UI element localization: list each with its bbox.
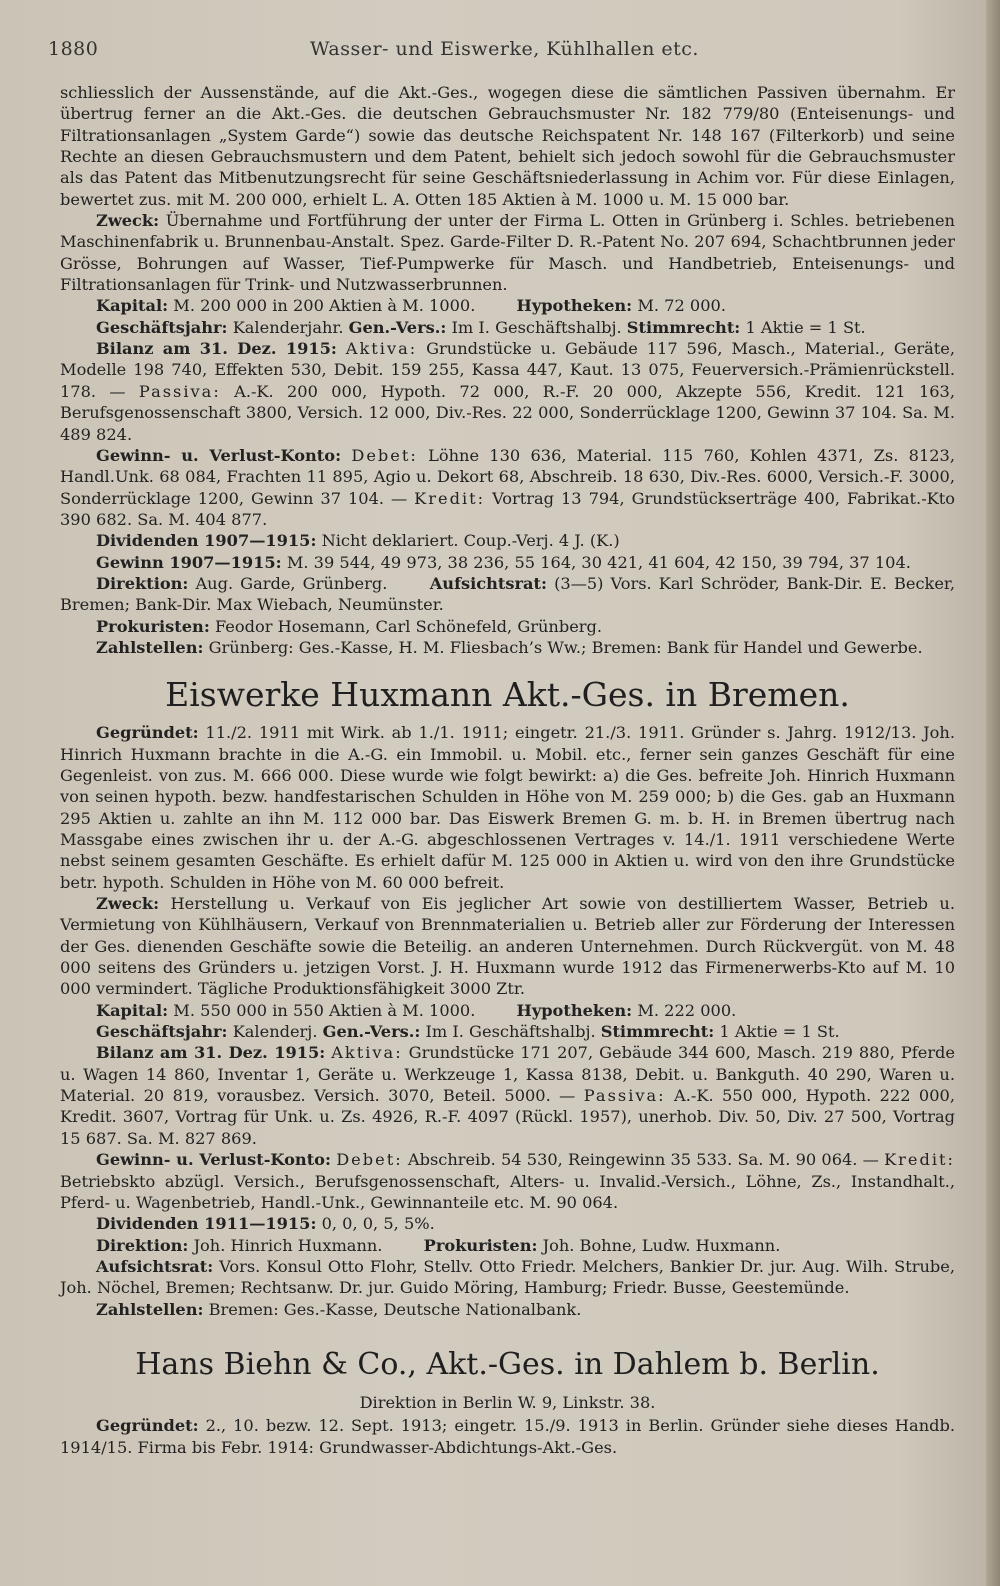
- huxmann-guv-label: Gewinn- u. Verlust-Konto:: [96, 1150, 331, 1170]
- otten-zahl-text: Grünberg: Ges.-Kasse, H. M. Fliesbach’s Ww.; Bremen: Bank für Handel und Gewerbe.: [208, 637, 923, 657]
- otten-ar-label: Aufsichtsrat:: [429, 573, 547, 593]
- huxmann-gv-label: Gen.-Vers.:: [322, 1022, 421, 1042]
- huxmann-gegr-label: Gegründet:: [96, 723, 199, 743]
- otten-dir-label: Direktion:: [96, 573, 189, 593]
- otten-ar-text: (3—5) Vors. Karl Schröder, Bank-Dir. E. Becker, Bremen; Bank-Dir. Max Wiebach, Neumünster.: [60, 573, 956, 615]
- otten-bilanz: [60, 338, 955, 445]
- huxmann-zahl-text: Bremen: Ges.-Kasse, Deutsche Nationalbank.: [208, 1299, 582, 1319]
- huxmann-gegruendet: [60, 722, 955, 893]
- otten-gj-label: Geschäftsjahr:: [96, 317, 228, 337]
- otten-prok-label: Prokuristen:: [96, 616, 210, 636]
- biehn-gegr-label: Gegründet:: [96, 1416, 199, 1436]
- huxmann-ar-label: Aufsichtsrat:: [96, 1256, 214, 1276]
- otten-gj-text: Kalenderjahr.: [232, 317, 344, 337]
- huxmann-kapital: [60, 1000, 955, 1021]
- otten-prok-text: Feodor Hosemann, Carl Schönefeld, Grünberg.: [214, 616, 603, 636]
- otten-gj: [60, 317, 955, 338]
- huxmann-dir-text: Joh. Hinrich Huxmann.: [193, 1235, 383, 1255]
- otten-gewinn: [60, 552, 955, 573]
- huxmann-aufsichtsrat: [60, 1256, 955, 1299]
- entry-otten: [60, 82, 955, 658]
- entry-huxmann: [60, 676, 955, 1320]
- otten-zweck-text: Übernahme und Fortführung der unter der Firma L. Otten in Grünberg i. Schles. betriebenen Maschinenfabrik u. Brunnenbau-Anstalt. Spez. Garde-Filter D. R.-Patent No. 207 694, Schachtbrunnen jeder Grösse, Bohrungen auf Wasser, Tief-Pumpwerke für Masch. und Handbetrieb, Enteisenungs- und Filtrationsanlagen für Trink- und Nutzwasserbrunnen.: [60, 211, 955, 295]
- page-edge: [986, 0, 1000, 1586]
- huxmann-dir-label: Direktion:: [96, 1235, 189, 1255]
- huxmann-aktiva-label: Aktiva:: [331, 1043, 403, 1063]
- huxmann-gv-text: Im I. Geschäftshalbj.: [425, 1022, 596, 1042]
- huxmann-kredit-text: Betriebskto abzügl. Versich., Berufsgenossenschaft, Alters- u. Invalid.-Versich., Löhne, Zs., Instandhalt., Pferd- u. Wagenbetrieb, Handl.-Unk., Gewinnanteile etc. M. 90 064.: [60, 1171, 955, 1212]
- otten-div-text: Nicht deklariert. Coup.-Verj. 4 J. (K.): [321, 531, 620, 551]
- otten-zahlstellen: [60, 637, 955, 658]
- huxmann-gj: [60, 1021, 955, 1042]
- huxmann-debet-label: Debet:: [336, 1150, 403, 1170]
- otten-debet-label: Debet:: [351, 445, 418, 465]
- biehn-heading: Hans Biehn & Co., Akt.-Ges. in Dahlem b. Berlin.: [135, 1346, 880, 1382]
- otten-kapital: [60, 295, 955, 316]
- huxmann-zahl-label: Zahlstellen:: [96, 1299, 204, 1319]
- otten-gv-text: Im I. Geschäftshalbj.: [451, 317, 622, 337]
- page-body: [60, 82, 955, 1458]
- otten-gewinn-text: M. 39 544, 49 973, 38 236, 55 164, 30 421, 41 604, 42 150, 39 794, 37 104.: [286, 552, 911, 572]
- huxmann-hypo-text: M. 222 000.: [637, 1000, 737, 1020]
- otten-hypo-text: M. 72 000.: [637, 296, 726, 316]
- huxmann-hypo-label: Hypotheken:: [516, 1000, 633, 1020]
- huxmann-debet-text: Abschreib. 54 530, Reingewinn 35 533. Sa. M. 90 064. —: [407, 1150, 879, 1170]
- otten-prokuristen: [60, 616, 955, 637]
- otten-kapital-label: Kapital:: [96, 296, 169, 316]
- biehn-subheading: Direktion in Berlin W. 9, Linkstr. 38.: [359, 1392, 656, 1412]
- otten-intro: schliesslich der Aussenstände, auf die Akt.-Ges., wogegen diese die sämtlichen Passiven übernahm. Er übertrug ferner an die Akt.-Ges. die deutschen Gebrauchsmuster Nr. 182 779/80 (Enteisenungs- und Filtrationsanlagen „System Garde“) sowie das deutsche Reichspatent Nr. 148 167 (Filterkorb) und seine Rechte an diesen Gebrauchsmustern und dem Patent, behielt sich jedoch sowohl für die Gebrauchsmuster als das Patent das Mitbenutzungsrecht für seine Geschäftsniederlassung in Achim vor. Für diese Einlagen, bewertet zus. mit M. 200 000, erhielt L. A. Otten 185 Aktien à M. 1000 u. M. 15 000 bar.: [60, 83, 955, 209]
- huxmann-bilanz-label: Bilanz am 31. Dez. 1915:: [96, 1043, 326, 1063]
- huxmann-prok-text: Joh. Bohne, Ludw. Huxmann.: [542, 1235, 781, 1255]
- huxmann-ar-text: Vors. Konsul Otto Flohr, Stellv. Otto Friedr. Melchers, Bankier Dr. jur. Aug. Wilh. Strube, Joh. Nöchel, Bremen; Rechtsanw. Dr. jur. Guido Möring, Hamburg; Friedr. Busse, Geestemünde.: [60, 1256, 955, 1298]
- otten-aktiva-label: Aktiva:: [345, 339, 418, 359]
- otten-div-label: Dividenden 1907—1915:: [96, 531, 317, 551]
- otten-direktion: [60, 573, 955, 616]
- huxmann-kapital-text: M. 550 000 in 550 Aktien à M. 1000.: [173, 1000, 476, 1020]
- otten-stimm-label: Stimmrecht:: [626, 317, 741, 337]
- otten-dir-text: Aug. Garde, Grünberg.: [195, 573, 388, 593]
- otten-bilanz-label: Bilanz am 31. Dez. 1915:: [96, 339, 337, 359]
- otten-kapital-text: M. 200 000 in 200 Aktien à M. 1000.: [173, 296, 476, 316]
- huxmann-zahlstellen: [60, 1299, 955, 1320]
- huxmann-stimm-text: 1 Aktie = 1 St.: [719, 1022, 840, 1042]
- huxmann-gj-text: Kalenderj.: [232, 1022, 318, 1042]
- huxmann-kapital-label: Kapital:: [96, 1000, 169, 1020]
- biehn-gegruendet: [60, 1415, 955, 1458]
- huxmann-dividenden: [60, 1213, 955, 1234]
- otten-gv-label: Gen.-Vers.:: [348, 317, 447, 337]
- huxmann-guv: [60, 1149, 955, 1213]
- otten-hypo-label: Hypotheken:: [516, 296, 633, 316]
- running-title: Wasser- und Eiswerke, Kühlhallen etc.: [310, 38, 699, 60]
- otten-kredit-label: Kredit:: [414, 488, 486, 508]
- huxmann-div-text: 0, 0, 0, 5, 5%.: [321, 1214, 435, 1234]
- huxmann-zweck-label: Zweck:: [96, 894, 160, 914]
- otten-guv: [60, 445, 955, 530]
- otten-dividenden: [60, 530, 955, 551]
- huxmann-kredit-label: Kredit:: [884, 1150, 956, 1170]
- otten-stimm-text: 1 Aktie = 1 St.: [745, 317, 866, 337]
- otten-passiva-text: A.-K. 200 000, Hypoth. 72 000, R.-F. 20 000, Akzepte 556, Kredit. 121 163, Berufsgenossenschaft 3800, Versich. 12 000, Div.-Res. 22 000, Sonderrücklage 1200, Gewinn 37 104. Sa. M. 489 824.: [60, 381, 955, 444]
- huxmann-direktion: [60, 1235, 955, 1256]
- huxmann-gegr-text: 11./2. 1911 mit Wirk. ab 1./1. 1911; eingetr. 21./3. 1911. Gründer s. Jahrg. 1912/13. Joh. Hinrich Huxmann brachte in die A.-G. ein Immobil. u. Mobil. etc., ferner sein ganzes Geschäft für eine Gegenleist. von zus. M. 666 000. Diese wurde wie folgt bewirkt: a) die Ges. befreite Joh. Hinrich Huxmann von seinen hypoth. bezw. handfestarischen Schulden in Höhe von M. 259 000; b) die Ges. gab an Huxmann 295 Aktien u. zahlte an ihn M. 112 000 bar. Das Eiswerk Bremen G. m. b. H. in Bremen übertrug nach Massgabe eines zwischen ihr u. der A.-G. abgeschlossenen Vertrages v. 14./1. 1911 verschiedene Werte nebst seinem gesamten Geschäfte. Es erhielt dafür M. 125 000 in Aktien u. wird von den ihre Grundstücke betr. hypoth. Schulden in Höhe von M. 60 000 befreit.: [60, 723, 955, 892]
- otten-gewinn-label: Gewinn 1907—1915:: [96, 552, 282, 572]
- huxmann-zweck-text: Herstellung u. Verkauf von Eis jeglicher Art sowie von destilliertem Wasser, Betrieb u. Vermietung von Kühlhäusern, Verkauf von Brennmaterialien u. Betrieb aller zur Förderung der Interessen der Ges. dienenden Geschäfte sowie die Beteilig. an anderen Unternehmen. Durch Rückvergüt. von M. 48 000 seitens des Gründers u. jetzigen Vorst. J. H. Huxmann wurde 1912 das Firmenerwerbs-Kto auf M. 10 000 vermindert. Tägliche Produktionsfähigkeit 3000 Ztr.: [60, 894, 955, 999]
- otten-debet-text: Löhne 130 636, Material. 115 760, Kohlen 4371, Zs. 8123, Handl.Unk. 68 084, Frachten 11 895, Agio u. Dekort 68, Abschreib. 18 630, Div.-Res. 6000, Versich.-F. 3000, Sonderrücklage 1200, Gewinn 37 104. —: [60, 445, 955, 508]
- huxmann-zweck: [60, 893, 955, 1000]
- huxmann-passiva-label: Passiva:: [583, 1086, 666, 1106]
- huxmann-heading: Eiswerke Huxmann Akt.-Ges. in Bremen.: [165, 675, 850, 715]
- huxmann-div-label: Dividenden 1911—1915:: [96, 1214, 317, 1234]
- huxmann-bilanz: [60, 1042, 955, 1149]
- entry-biehn: [60, 1346, 955, 1458]
- otten-zweck: [60, 210, 955, 295]
- huxmann-gj-label: Geschäftsjahr:: [96, 1022, 228, 1042]
- otten-guv-label: Gewinn- u. Verlust-Konto:: [96, 445, 342, 465]
- otten-zahl-label: Zahlstellen:: [96, 637, 204, 657]
- biehn-gegr-text: 2., 10. bezw. 12. Sept. 1913; eingetr. 15./9. 1913 in Berlin. Gründer siehe dieses Handb. 1914/15. Firma bis Febr. 1914: Grundwasser-Abdichtungs-Akt.-Ges.: [60, 1416, 955, 1457]
- huxmann-passiva-text: A.-K. 550 000, Hypoth. 222 000, Kredit. 3607, Vortrag für Unk. u. Zs. 4926, R.-F. 4097 (Rückl. 1957), unerhob. Div. 50, Div. 27 500, Vortrag 15 687. Sa. M. 827 869.: [60, 1086, 955, 1148]
- huxmann-stimm-label: Stimmrecht:: [600, 1022, 715, 1042]
- otten-aktiva-text: Grundstücke u. Gebäude 117 596, Masch., Material., Geräte, Modelle 198 740, Effekten 530, Debit. 159 255, Kassa 447, Kaut. 13 075, Feuerversich.-Prämienrückstell. 178. —: [60, 339, 955, 401]
- huxmann-prok-label: Prokuristen:: [423, 1235, 538, 1255]
- page-number: 1880: [48, 38, 99, 60]
- otten-zweck-label: Zweck:: [96, 211, 160, 231]
- huxmann-aktiva-text: Grundstücke 171 207, Gebäude 344 600, Masch. 219 880, Pferde u. Wagen 14 860, Inventar 1, Geräte u. Werkzeuge 1, Kassa 8138, Debit. u. Bankguth. 40 290, Waren u. Material. 20 819, vorausbez. Versich. 3070, Beteil. 5000. —: [60, 1043, 955, 1106]
- page-header: [48, 38, 908, 66]
- otten-kredit-text: Vortrag 13 794, Grundstückserträge 400, Fabrikat.-Kto 390 682. Sa. M. 404 877.: [60, 488, 956, 529]
- otten-passiva-label: Passiva:: [138, 381, 221, 401]
